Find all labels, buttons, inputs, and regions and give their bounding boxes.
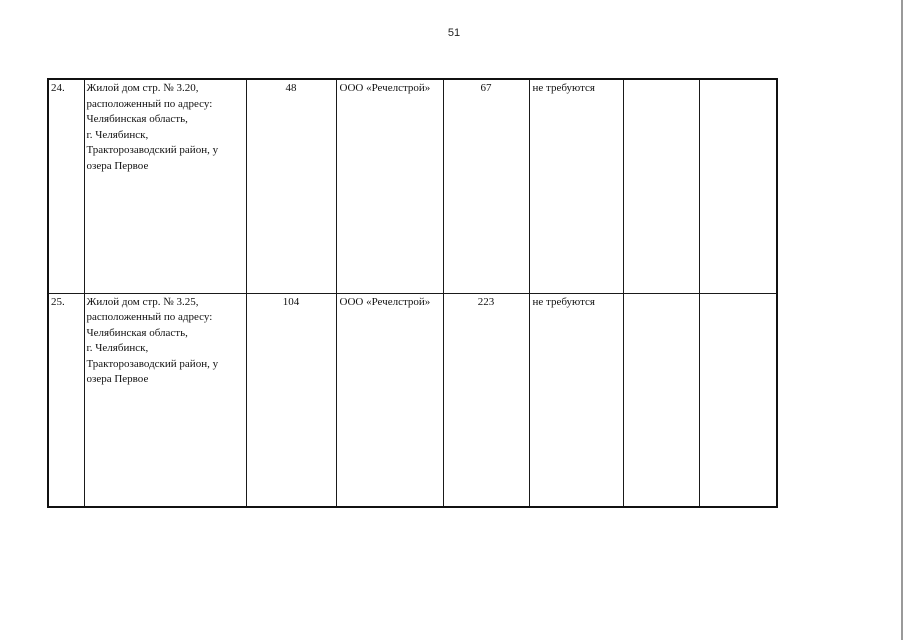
requirement-cell: не требуются [529, 293, 623, 507]
empty-cell-8 [699, 293, 777, 507]
object-name-line: г. Челябинск, [86, 128, 149, 141]
object-name-line: Челябинская область, [86, 326, 188, 339]
object-name-line: расположенный по адресу: [86, 311, 213, 323]
empty-cell-7 [623, 79, 699, 293]
object-name-line: Жилой дом стр. № 3.20, [86, 82, 199, 94]
empty-cell-8 [699, 79, 777, 293]
developer-cell: ООО «Речелстрой» [336, 293, 443, 507]
row-number-cell: 24. [48, 79, 84, 293]
quantity-cell: 48 [246, 79, 336, 293]
table-row [48, 79, 777, 293]
page-edge-line [901, 0, 903, 640]
object-name-line: Тракторозаводский район, у [86, 144, 219, 156]
object-name-line: озера Первое [86, 373, 149, 385]
empty-cell-7 [623, 293, 699, 507]
requirement-cell: не требуются [529, 79, 623, 293]
object-name-cell [84, 293, 246, 507]
object-name-cell [84, 79, 246, 293]
object-name-line: Челябинская область, [86, 113, 188, 125]
quantity2-cell: 223 [443, 293, 529, 507]
object-name-line: Тракторозаводский район, у [86, 357, 219, 370]
object-name-line: расположенный по адресу: [86, 97, 213, 110]
table-row [48, 293, 777, 507]
quantity-cell: 104 [246, 293, 336, 507]
register-table [47, 78, 778, 508]
object-name-line: озера Первое [86, 159, 149, 172]
object-name-line: Жилой дом стр. № 3.25, [86, 295, 199, 308]
page-number: 51 [447, 27, 461, 39]
developer-cell: ООО «Речелстрой» [336, 79, 443, 293]
row-number-cell: 25. [48, 293, 84, 507]
quantity2-cell: 67 [443, 79, 529, 293]
object-name-line: г. Челябинск, [86, 342, 149, 354]
